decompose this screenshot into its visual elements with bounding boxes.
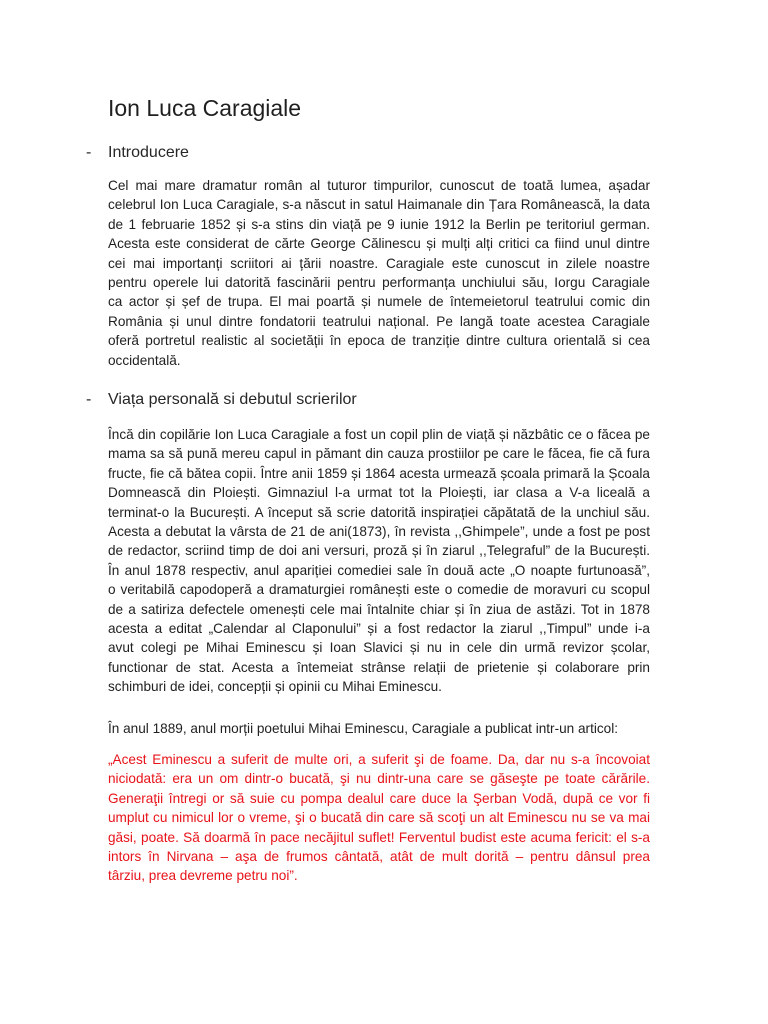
text-line: Încă din copilărie Ion Luca Caragiale a fost un copil plin de viață și năzbâtic ce o făcea pe	[108, 427, 650, 442]
quote-line: Generaţii întregi or să suie cu pompa dealul care duce la Şerban Vodă, după ce vor fi	[108, 790, 650, 806]
text-line: acesta a editat „Calendar al Claponului” și a fost redactor la ziarul ,,Timpul” unde i-a	[108, 620, 650, 636]
paragraph-intro-citat	[108, 719, 650, 738]
text-line: de a satiriza defectele omenești cele mai întalnite chiar și în ziua de astăzi. Tot in 1878	[108, 601, 650, 617]
text-line: Domnească din Ploiești. Gimnaziul l-a urmat tot la Ploiești, iar clasa a V-a liceală a	[108, 485, 650, 501]
paragraph-copilarie	[108, 425, 650, 696]
quote-line: târziu, prea devreme petru noi”.	[108, 868, 298, 884]
text-line: Acesta este considerat de cărte George Călinescu și mulți alți critici ca fiind unul dintre	[108, 236, 650, 252]
text-line: În anul 1889, anul morții poetului Mihai Eminescu, Caragiale a publicat intr-un articol:	[108, 721, 619, 736]
text-line: Cel mai mare dramatur român al tuturor timpurilor, cunoscut de toată lumea, așadar	[108, 178, 650, 193]
text-line: fructe, fie că bătea copii. Între anii 1859 și 1864 acesta urmează școala primară la Școala	[108, 465, 650, 481]
bullet-dash: -	[86, 144, 92, 161]
text-line: cei mai importanți scriitori ai țării noastre. Caragiale este cunoscut in zilele noastre	[108, 255, 650, 271]
text-line: mama sa să pună mereu capul in pămant din cauza prostiilor pe care le făcea, fie că fura	[108, 446, 650, 462]
text-line: functionar de stat. Acesta a întemeiat strânse relații de prietenie și colaborare prin	[108, 659, 650, 675]
section-heading-text: Viața personală si debutul scrierilor	[108, 391, 357, 408]
eminescu-quote	[108, 750, 650, 886]
text-line: occidentală.	[108, 352, 181, 368]
paragraph-introducere	[108, 176, 650, 370]
text-line: avut colegi pe Mihai Eminescu și Ioan Slavici și nu in cele din urmă revizor școlar,	[108, 640, 650, 656]
quote-line: niciodată: era un om dintr-o bucată, şi nu dintr-una care se găseşte pe toate cărările.	[108, 771, 650, 787]
document-title: Ion Luca Caragiale	[108, 95, 302, 121]
text-line: ca actor și șef de trupa. El mai poartă și numele de întemeietorul teatrului comic din	[108, 294, 650, 310]
section-heading-introducere	[86, 144, 189, 162]
quote-line: „Acest Eminescu a suferit de multe ori, a suferit şi de foame. Da, dar nu s-a încovoiat	[108, 752, 650, 767]
text-line: pentru operele lui datorită fascinării pentru performanța unchiului său, Iorgu Caragiale	[108, 274, 650, 290]
section-heading-viata-personala	[86, 391, 357, 409]
bullet-dash: -	[86, 391, 92, 408]
quote-line: umplut cu nimicul lor o vreme, şi o bucată din care să scoţi un alt Eminescu nu se va mai	[108, 810, 650, 826]
text-line: În anul 1878 respectiv, anul apariției comediei sale în două acte „O noapte furtunoasă”,	[108, 562, 650, 578]
text-line: o veritabilă capodoperă a dramaturgiei românești este o comedie de moravuri cu scopul	[108, 582, 650, 598]
text-line: de redactor, scriind timp de doi ani versuri, proză și în ziarul ,,Telegraful” de la București.	[108, 543, 650, 559]
text-line: de 1 februarie 1852 și s-a stins din viață pe 9 iunie 1912 la Berlin pe teritoriul german.	[108, 216, 650, 232]
section-heading-text: Introducere	[108, 144, 189, 161]
text-line: România și unul dintre fondatorii teatrului național. Pe langă toate acestea Caragiale	[108, 313, 650, 329]
text-line: schimburi de idei, concepții și opinii cu Mihai Eminescu.	[108, 679, 442, 695]
text-line: terminat-o la București. A început să scrie datorită inspirației căpătată de la unchiul său.	[108, 504, 650, 520]
text-line: Acesta a debutat la vârsta de 21 de ani(1873), în revista ,,Ghimpele”, unde a fost pe post	[108, 523, 650, 539]
text-line: celebrul Ion Luca Caragiale, s-a născut in satul Haimanale din Țara Românească, la data	[108, 197, 650, 213]
quote-line: intors în Nirvana – aşa de frumos cântată, atât de mult dorită – pentru dânsul prea	[108, 848, 650, 864]
quote-line: găsi, poate. Să doarmă în pace necăjitul suflet! Ferventul budist este acuma fericit: el s-a	[108, 829, 650, 845]
text-line: oferă portretul realistic al societății în epoca de tranziție dintre cultura orientală si cea	[108, 333, 650, 349]
